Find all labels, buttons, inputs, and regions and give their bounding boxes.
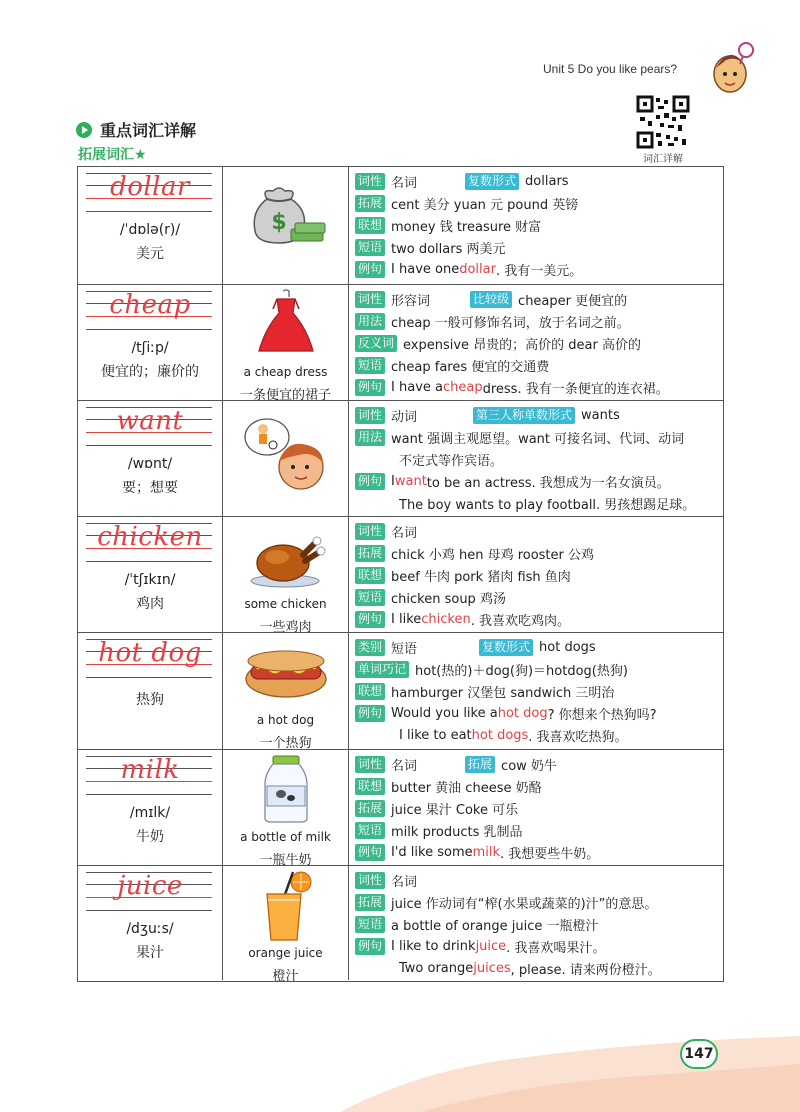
phonetic: /ˈdɒlə(r)/ <box>119 222 181 238</box>
page-number: 147 <box>680 1039 718 1069</box>
example-line: 例句 I want to be an actress. 我想成为一名女演员。 <box>355 470 719 492</box>
milk-bottle-icon <box>243 754 329 824</box>
meaning: 果汁 <box>136 945 164 961</box>
headword: chicken <box>97 522 203 552</box>
word-cell <box>78 633 223 749</box>
detail-line: 用法 want 强调主观愿望。want 可接名词、代词、动词 <box>355 426 719 448</box>
headword: milk <box>120 755 180 785</box>
meaning: 美元 <box>136 246 164 262</box>
meaning: 便宜的；廉价的 <box>101 364 199 380</box>
detail-line: 词性 动词 第三人称单数形式 wants <box>355 404 719 426</box>
detail-line: 拓展 juice 作动词有“榨(水果或蔬菜的)汁”的意思。 <box>355 891 719 913</box>
headword: want <box>116 406 184 436</box>
boy-thinking-icon <box>243 417 329 493</box>
phonetic: /dʒuːs/ <box>126 921 174 937</box>
headword: cheap <box>109 290 191 320</box>
details-cell <box>349 633 723 749</box>
headword: juice <box>117 871 183 901</box>
image-cell <box>223 517 349 635</box>
detail-line: 词性 形容词 比较级 cheaper 更便宜的 <box>355 288 719 310</box>
phonetic: /mɪlk/ <box>129 805 171 821</box>
image-caption-en: a cheap dress <box>243 365 328 379</box>
table-row <box>78 632 723 749</box>
mascot-icon <box>706 38 756 96</box>
example-line: 例句 Would you like a hot dog ? 你想来个热狗吗? <box>355 702 719 724</box>
image-cell <box>223 633 349 749</box>
detail-line: 词性 名词 <box>355 869 719 891</box>
image-caption-zh: 一瓶牛奶 <box>259 853 312 868</box>
table-row <box>78 516 723 635</box>
details-cell <box>349 285 723 400</box>
detail-line: 短语 cheap fares 便宜的交通费 <box>355 354 719 376</box>
money-bag-icon <box>243 181 329 245</box>
running-header: Unit 5 Do you like pears? <box>543 62 678 76</box>
detail-line: 拓展 juice 果汁 Coke 可乐 <box>355 797 719 819</box>
detail-line: 反义词 expensive 昂贵的；高价的 dear 高价的 <box>355 332 719 354</box>
image-cell <box>223 285 349 403</box>
image-caption-zh: 一个热狗 <box>259 736 312 751</box>
example-line: 例句 I have a cheap dress. 我有一条便宜的连衣裙。 <box>355 376 719 398</box>
table-row <box>78 749 723 868</box>
example-line: 例句 I have one dollar . 我有一美元。 <box>355 258 719 280</box>
image-caption-zh: 一些鸡肉 <box>259 620 312 635</box>
meaning: 热狗 <box>136 692 164 708</box>
table-row <box>78 400 723 516</box>
detail-line: 拓展 cent 美分 yuan 元 pound 英镑 <box>355 192 719 214</box>
phonetic: /ˈtʃɪkɪn/ <box>124 572 176 588</box>
word-cell <box>78 517 223 632</box>
image-cell <box>223 167 349 284</box>
details-cell <box>349 401 723 516</box>
orange-juice-icon <box>243 870 329 942</box>
details-cell <box>349 167 723 284</box>
details-cell <box>349 517 723 632</box>
detail-line: 词性 名词 复数形式 dollars <box>355 170 719 192</box>
example-line: 例句 I'd like some milk . 我想要些牛奶。 <box>355 841 719 863</box>
vocabulary-table <box>77 166 724 982</box>
image-caption-zh: 橙汁 <box>272 969 299 984</box>
example-line: 例句 I like to drink juice . 我喜欢喝果汁。 <box>355 935 719 957</box>
image-caption-en: a bottle of milk <box>240 830 331 844</box>
table-row <box>78 167 723 284</box>
detail-line: 用法 cheap 一般可修饰名词，放于名词之前。 <box>355 310 719 332</box>
dress-icon <box>243 289 329 353</box>
word-cell <box>78 401 223 516</box>
detail-line: 短语 a bottle of orange juice 一瓶橙汁 <box>355 913 719 935</box>
example-line: I like to eat hot dogs . 我喜欢吃热狗。 <box>399 727 628 745</box>
hot-dog-icon <box>243 639 329 703</box>
phonetic: /wɒnt/ <box>127 456 173 472</box>
word-cell <box>78 866 223 980</box>
svg-text:$: $ <box>271 210 287 235</box>
image-caption-en: some chicken <box>244 597 327 611</box>
detail-line: 不定式等作宾语。 <box>399 453 504 469</box>
example-line: 例句 I like chicken . 我喜欢吃鸡肉。 <box>355 608 719 630</box>
detail-line: 联想 money 钱 treasure 财富 <box>355 214 719 236</box>
meaning: 要；想要 <box>122 480 178 496</box>
meaning: 牛奶 <box>136 829 164 845</box>
image-cell <box>223 750 349 868</box>
table-row <box>78 284 723 403</box>
image-cell <box>223 401 349 516</box>
headword: hot dog <box>98 638 202 668</box>
image-caption-en: a hot dog <box>256 713 315 727</box>
word-cell <box>78 750 223 865</box>
example-line: The boy wants to play football. 男孩想踢足球。 <box>399 497 696 513</box>
detail-line: 联想 beef 牛肉 pork 猪肉 fish 鱼肉 <box>355 564 719 586</box>
details-cell <box>349 750 723 865</box>
detail-line: 词性 名词 <box>355 520 719 542</box>
word-cell <box>78 285 223 400</box>
qr-label: 词汇详解 <box>643 154 683 165</box>
image-cell <box>223 866 349 984</box>
qr-code-icon[interactable] <box>636 95 690 149</box>
detail-line: 类别 短语 复数形式 hot dogs <box>355 636 719 658</box>
section-title <box>76 118 196 141</box>
headword: dollar <box>110 172 190 202</box>
detail-line: 联想 butter 黄油 cheese 奶酪 <box>355 775 719 797</box>
word-cell <box>78 167 223 284</box>
meaning: 鸡肉 <box>136 596 164 612</box>
detail-line: 联想 hamburger 汉堡包 sandwich 三明治 <box>355 680 719 702</box>
example-line: Two orange juices , please. 请来两份橙汁。 <box>399 960 661 978</box>
table-row <box>78 865 723 984</box>
detail-line: 短语 chicken soup 鸡汤 <box>355 586 719 608</box>
section-title-text: 重点词汇详解 <box>100 121 197 140</box>
detail-line: 拓展 chick 小鸡 hen 母鸡 rooster 公鸡 <box>355 542 719 564</box>
roast-chicken-icon <box>243 525 329 589</box>
play-icon <box>76 122 92 138</box>
detail-line: 短语 two dollars 两美元 <box>355 236 719 258</box>
detail-line: 词性 名词 拓展 cow 奶牛 <box>355 753 719 775</box>
phonetic: /tʃiːp/ <box>131 340 169 356</box>
image-caption-en: orange juice <box>248 946 323 960</box>
detail-line: 单词巧记 hot(热的)＋dog(狗)＝hotdog(热狗) <box>355 658 719 680</box>
detail-line: 短语 milk products 乳制品 <box>355 819 719 841</box>
section-subtitle: 拓展词汇★ <box>78 147 147 163</box>
details-cell <box>349 866 723 980</box>
image-caption-zh: 一条便宜的裙子 <box>239 388 331 403</box>
